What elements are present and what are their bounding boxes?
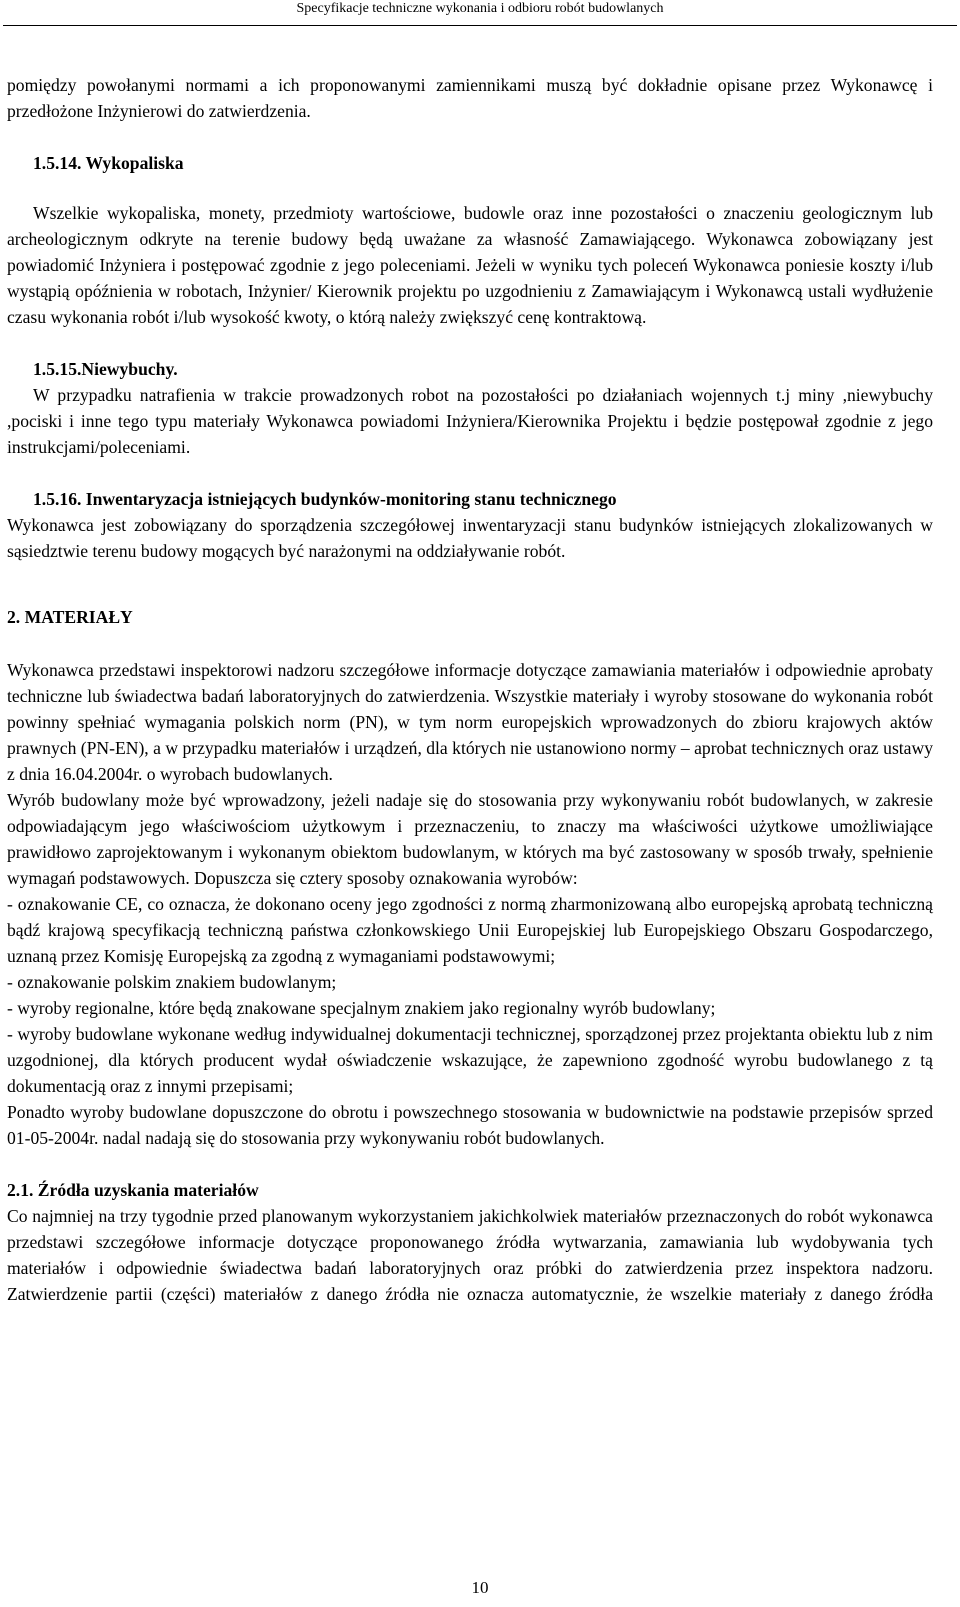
section-2-1-heading: 2.1. Źródła uzyskania materiałów [7,1180,259,1200]
section-1-5-16-title: Inwentaryzacja istniejących budynków-monitoring stanu technicznego [85,489,617,509]
section-1-5-16-number: 1.5.16. [33,489,82,509]
section-1-5-15-heading: 1.5.15.Niewybuchy. [33,359,178,379]
section-1-5-14-paragraph: Wszelkie wykopaliska, monety, przedmioty wartościowe, budowle oraz inne pozostałości o znaczeniu geologicznym lub archeologicznym odkryte na terenie budowy będą uważane za własność Zamawiającego. Wykonawca zobowiązany jest powiadomić Inżyniera i postępować zgodnie z jego poleceniami. Jeżeli w wyniku tych poleceń Wykonawca poniesie koszty i/lub wystąpią opóźnienia w robotach, Inżynier/ Kierownik projektu po uzgodnieniu z Zamawiającym i Wykonawcą ustali wydłużenie czasu wykonania robót i/lub wysokość kwoty, o którą należy zwiększyć cenę kontraktową. [7,203,933,327]
list-item-ce: - oznakowanie CE, co oznacza, że dokonano oceny jego zgodności z normą zharmonizowaną albo europejską aprobatą techniczną bądź krajową specyfikacją techniczną państwa członkowskiego Unii Europejskiej lub Europejskiego Obszaru Gospodarczego, uznaną przez Komisję Europejską za zgodną z wymaganiami podstawowymi; [7,894,933,966]
page-header [0,0,960,34]
page-footer [0,1578,960,1598]
list-item-individual: - wyroby budowlane wykonane według indywidualnej dokumentacji technicznej, sporządzonej przez projektanta obiektu lub z nim uzgodnionej, dla których producent wydał oświadczenie wskazujące, że zapewniono zgodność wyrobu budowlanego z tą dokumentacją oraz z innymi przepisami; [7,1024,933,1096]
section-1-5-16-heading [7,486,933,512]
list-item-regional: - wyroby regionalne, które będą znakowane specjalnym znakiem jako regionalny wyrób budowlany; [7,998,716,1018]
section-1-5-15-paragraph: W przypadku natrafienia w trakcie prowadzonych robot na pozostałości po działaniach wojennych t.j miny ,niewybuchy ,pociski i inne tego typu materiały Wykonawca powiadomi Inżyniera/Kierownika Projektu i będzie postępował zgodnie z jego instrukcjami/poleceniami. [7,385,933,457]
section-2-heading: 2. MATERIAŁY [7,607,133,627]
section-1-5-16-paragraph: Wykonawca jest zobowiązany do sporządzenia szczegółowej inwentaryzacji stanu budynków istniejących zlokalizowanych w sąsiedztwie terenu budowy mogących być narażonymi na oddziaływanie robót. [7,515,933,561]
section-2-1-paragraph: Co najmniej na trzy tygodnie przed planowanym wykorzystaniem jakichkolwiek materiałów przeznaczonych do robót wykonawca przedstawi szczegółowe informacje dotyczące proponowanego źródła wytwarzania, zamawiania lub wydobywania tych materiałów i odpowiednie świadectwa badań laboratoryjnych oraz próbki do zatwierdzenia przez inspektora nadzoru. Zatwierdzenie partii (części) materiałów z danego źródła nie oznacza automatycznie, że wszelkie materiały z danego źródła [7,1206,933,1304]
document-body [7,72,933,1307]
page-number: 10 [471,1578,489,1597]
list-item-polish-mark: - oznakowanie polskim znakiem budowlanym; [7,972,337,992]
section-2-paragraph-c: Ponadto wyroby budowlane dopuszczone do obrotu i powszechnego stosowania w budownictwie na podstawie przepisów sprzed 01-05-2004r. nadal nadają się do stosowania przy wykonywaniu robót budowlanych. [7,1102,933,1148]
header-rule [3,25,957,26]
intro-paragraph: pomiędzy powołanymi normami a ich proponowanymi zamiennikami muszą być dokładnie opisane przez Wykonawcę i przedłożone Inżynierowi do zatwierdzenia. [7,75,933,121]
section-2-paragraph-b: Wyrób budowlany może być wprowadzony, jeżeli nadaje się do stosowania przy wykonywaniu robót budowlanych, w zakresie odpowiadającym jego właściwościom użytkowym i przeznaczeniu, to znaczy ma właściwości użytkowe umożliwiające prawidłowo zaprojektowanym i wykonanym obiektom budowlanym, w których ma być zastosowany w sposób trwały, spełnienie wymagań podstawowych. Dopuszcza się cztery sposoby oznakowania wyrobów: [7,790,933,888]
header-title: Specyfikacje techniczne wykonania i odbioru robót budowlanych [296,1,664,16]
section-2-paragraph-a: Wykonawca przedstawi inspektorowi nadzoru szczegółowe informacje dotyczące zamawiania materiałów i odpowiednie aprobaty techniczne lub świadectwa badań laboratoryjnych do zatwierdzenia. Wszystkie materiały i wyroby stosowane do wykonania robót powinny spełniać wymagania polskich norm (PN), w tym norm europejskich wprowadzonych do zbioru krajowych aktów prawnych (PN-EN), a w przypadku materiałów i urządzeń, dla których nie ustanowiono normy – aprobat technicznych oraz ustawy z dnia 16.04.2004r. o wyrobach budowlanych. [7,660,933,784]
section-1-5-14-heading: 1.5.14. Wykopaliska [33,153,184,173]
